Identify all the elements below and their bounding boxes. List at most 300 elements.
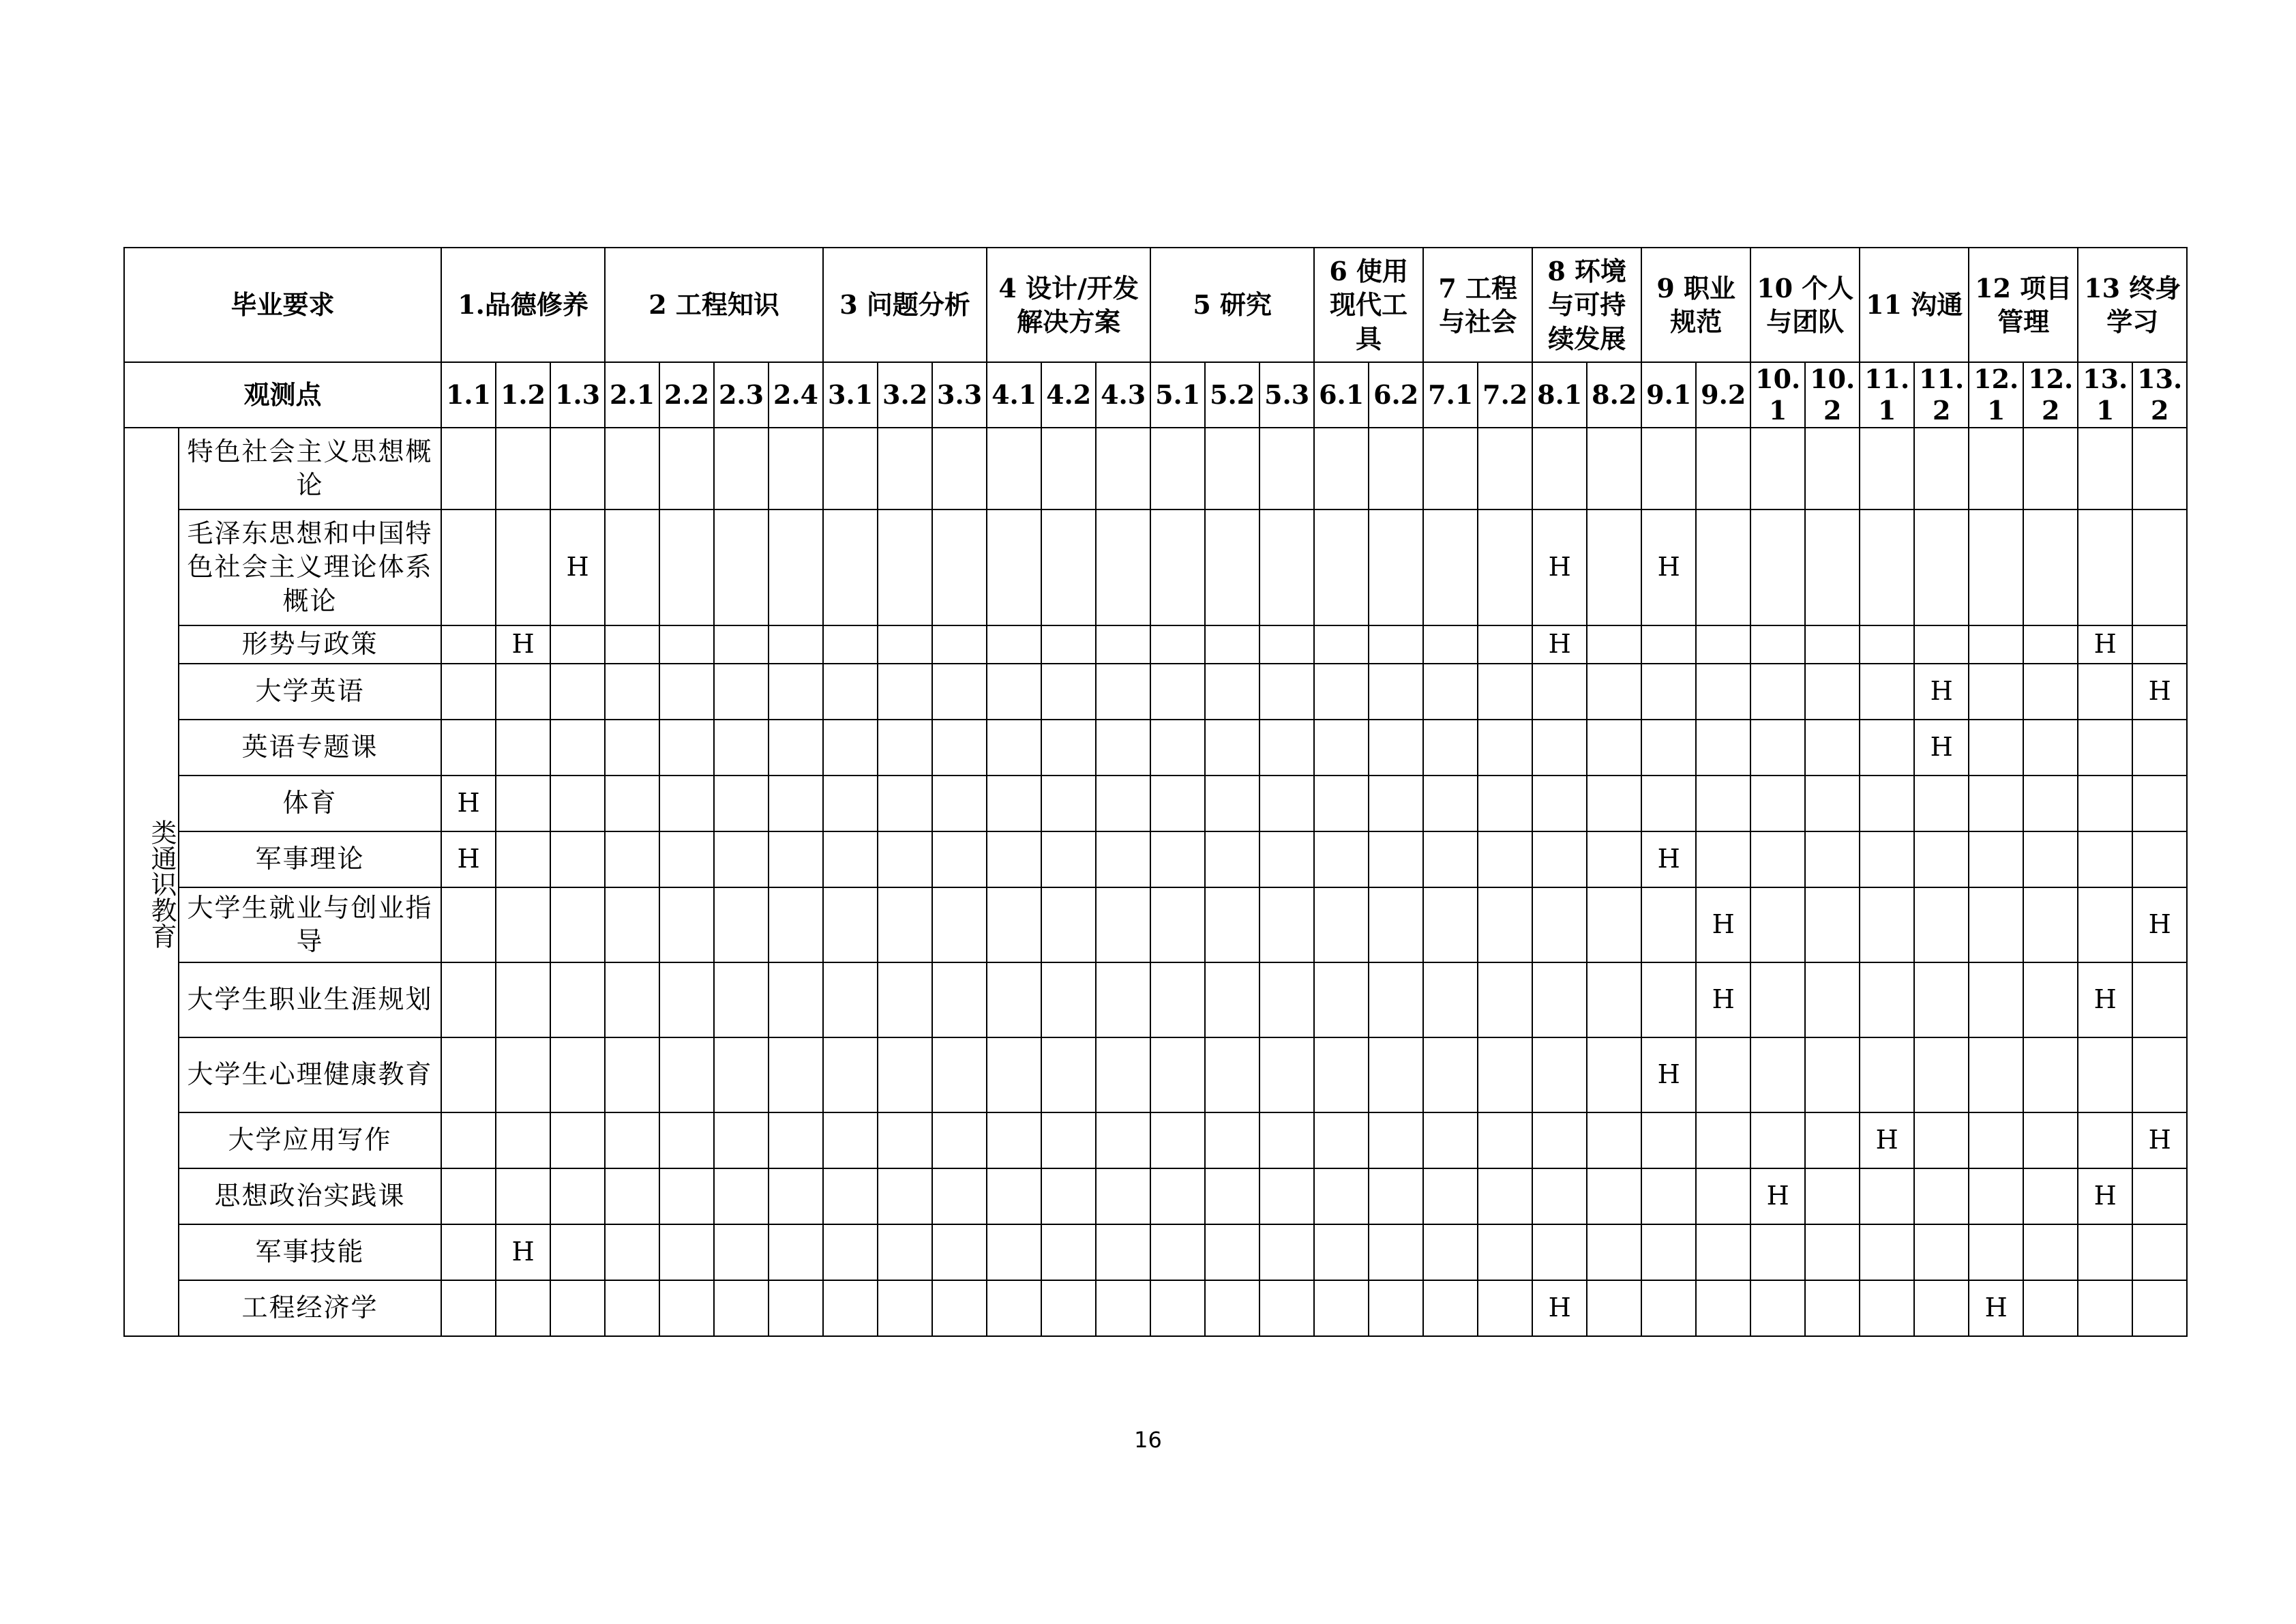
mark-cell: H (441, 776, 496, 831)
empty-cell (1969, 776, 2023, 831)
empty-cell (1096, 510, 1150, 625)
empty-cell (2132, 1037, 2187, 1112)
table-row (124, 1168, 2187, 1224)
empty-cell (1696, 1224, 1750, 1280)
empty-cell (1314, 664, 1369, 720)
table-row (124, 887, 2187, 962)
table-row (124, 1037, 2187, 1112)
requirement-header: 11 沟通 (1860, 248, 1969, 362)
empty-cell (496, 510, 550, 625)
empty-cell (1150, 510, 1205, 625)
observation-point: 10.1 (1750, 362, 1805, 428)
observation-point: 7.2 (1478, 362, 1532, 428)
empty-cell (987, 1037, 1041, 1112)
empty-cell (605, 1168, 659, 1224)
empty-cell (769, 962, 823, 1037)
empty-cell (769, 1168, 823, 1224)
empty-cell (878, 428, 932, 510)
empty-cell (1369, 776, 1423, 831)
empty-cell (932, 1168, 987, 1224)
course-name: 军事技能 (179, 1224, 441, 1280)
empty-cell (1750, 510, 1805, 625)
empty-cell (714, 428, 769, 510)
empty-cell (1478, 720, 1532, 776)
empty-cell (1096, 1224, 1150, 1280)
empty-cell (714, 962, 769, 1037)
empty-cell (1259, 1112, 1314, 1168)
observation-point: 1.3 (550, 362, 605, 428)
empty-cell (878, 962, 932, 1037)
empty-cell (1205, 664, 1259, 720)
empty-cell (1969, 510, 2023, 625)
empty-cell (1914, 776, 1969, 831)
empty-cell (1314, 1280, 1369, 1336)
empty-cell (932, 962, 987, 1037)
graduation-requirements-header: 毕业要求 (124, 248, 441, 362)
empty-cell (1205, 776, 1259, 831)
empty-cell (2023, 428, 2078, 510)
empty-cell (1314, 1224, 1369, 1280)
empty-cell (1750, 1112, 1805, 1168)
empty-cell (1969, 664, 2023, 720)
empty-cell (1532, 776, 1587, 831)
empty-cell (1478, 1224, 1532, 1280)
empty-cell (932, 510, 987, 625)
empty-cell (1096, 1168, 1150, 1224)
empty-cell (1532, 428, 1587, 510)
empty-cell (1696, 776, 1750, 831)
observation-point: 2.3 (714, 362, 769, 428)
empty-cell (441, 625, 496, 664)
empty-cell (659, 1224, 714, 1280)
empty-cell (1423, 510, 1478, 625)
empty-cell (1259, 776, 1314, 831)
empty-cell (1150, 831, 1205, 887)
mark-cell: H (1641, 831, 1696, 887)
empty-cell (1696, 831, 1750, 887)
empty-cell (2023, 664, 2078, 720)
empty-cell (496, 1280, 550, 1336)
mark-cell: H (1914, 720, 1969, 776)
observation-point: 3.1 (823, 362, 878, 428)
empty-cell (823, 625, 878, 664)
empty-cell (987, 1112, 1041, 1168)
empty-cell (1096, 962, 1150, 1037)
empty-cell (605, 1280, 659, 1336)
empty-cell (2132, 428, 2187, 510)
empty-cell (1314, 720, 1369, 776)
empty-cell (769, 1037, 823, 1112)
empty-cell (1860, 510, 1914, 625)
empty-cell (1805, 831, 1860, 887)
empty-cell (1587, 664, 1641, 720)
mark-cell: H (2078, 625, 2132, 664)
empty-cell (1969, 1037, 2023, 1112)
empty-cell (1041, 625, 1096, 664)
empty-cell (1150, 664, 1205, 720)
empty-cell (605, 510, 659, 625)
empty-cell (1587, 1224, 1641, 1280)
empty-cell (932, 625, 987, 664)
empty-cell (1696, 1168, 1750, 1224)
requirements-matrix-table (123, 247, 2188, 1337)
empty-cell (1478, 428, 1532, 510)
mark-cell: H (2132, 1112, 2187, 1168)
empty-cell (1641, 962, 1696, 1037)
empty-cell (1259, 1168, 1314, 1224)
empty-cell (823, 831, 878, 887)
empty-cell (1423, 1224, 1478, 1280)
empty-cell (1860, 1224, 1914, 1280)
empty-cell (1369, 1037, 1423, 1112)
empty-cell (1205, 1168, 1259, 1224)
empty-cell (1205, 1224, 1259, 1280)
observation-point: 4.1 (987, 362, 1041, 428)
empty-cell (659, 428, 714, 510)
course-name: 工程经济学 (179, 1280, 441, 1336)
empty-cell (441, 887, 496, 962)
mark-cell: H (2132, 664, 2187, 720)
empty-cell (1041, 720, 1096, 776)
empty-cell (1805, 1112, 1860, 1168)
course-name: 毛泽东思想和中国特色社会主义理论体系概论 (179, 510, 441, 625)
empty-cell (1478, 887, 1532, 962)
empty-cell (496, 720, 550, 776)
empty-cell (659, 776, 714, 831)
empty-cell (1532, 1112, 1587, 1168)
empty-cell (441, 1168, 496, 1224)
course-name: 思想政治实践课 (179, 1168, 441, 1224)
empty-cell (878, 720, 932, 776)
empty-cell (2132, 1224, 2187, 1280)
empty-cell (1205, 831, 1259, 887)
empty-cell (1314, 1112, 1369, 1168)
empty-cell (1478, 831, 1532, 887)
empty-cell (1314, 1168, 1369, 1224)
empty-cell (1860, 1037, 1914, 1112)
empty-cell (1750, 720, 1805, 776)
empty-cell (878, 1037, 932, 1112)
empty-cell (605, 625, 659, 664)
empty-cell (550, 1037, 605, 1112)
empty-cell (441, 1037, 496, 1112)
empty-cell (714, 776, 769, 831)
empty-cell (932, 887, 987, 962)
empty-cell (769, 1224, 823, 1280)
observation-point: 10.2 (1805, 362, 1860, 428)
empty-cell (1696, 1037, 1750, 1112)
table-row (124, 428, 2187, 510)
empty-cell (1369, 664, 1423, 720)
empty-cell (878, 510, 932, 625)
empty-cell (1750, 776, 1805, 831)
empty-cell (1914, 962, 1969, 1037)
empty-cell (1314, 887, 1369, 962)
empty-cell (1860, 1280, 1914, 1336)
observation-point: 3.2 (878, 362, 932, 428)
empty-cell (878, 776, 932, 831)
empty-cell (2078, 664, 2132, 720)
empty-cell (1587, 1112, 1641, 1168)
table-row (124, 1224, 2187, 1280)
empty-cell (2023, 962, 2078, 1037)
empty-cell (823, 664, 878, 720)
requirement-header: 10 个人与团队 (1750, 248, 1860, 362)
empty-cell (1423, 831, 1478, 887)
empty-cell (1696, 428, 1750, 510)
empty-cell (714, 1168, 769, 1224)
empty-cell (2023, 625, 2078, 664)
observation-point: 11.2 (1914, 362, 1969, 428)
empty-cell (1914, 1224, 1969, 1280)
empty-cell (496, 1168, 550, 1224)
empty-cell (1314, 831, 1369, 887)
empty-cell (1369, 625, 1423, 664)
empty-cell (714, 625, 769, 664)
empty-cell (1750, 887, 1805, 962)
empty-cell (823, 887, 878, 962)
empty-cell (2132, 510, 2187, 625)
requirement-header: 3 问题分析 (823, 248, 987, 362)
empty-cell (1205, 1112, 1259, 1168)
mark-cell: H (1532, 625, 1587, 664)
empty-cell (2023, 510, 2078, 625)
empty-cell (1641, 428, 1696, 510)
empty-cell (2132, 1280, 2187, 1336)
empty-cell (1532, 720, 1587, 776)
empty-cell (1860, 962, 1914, 1037)
empty-cell (1969, 428, 2023, 510)
empty-cell (2132, 1168, 2187, 1224)
empty-cell (605, 887, 659, 962)
empty-cell (987, 831, 1041, 887)
table-row (124, 1112, 2187, 1168)
empty-cell (987, 428, 1041, 510)
empty-cell (1150, 1224, 1205, 1280)
empty-cell (1369, 962, 1423, 1037)
empty-cell (1096, 1112, 1150, 1168)
observation-point: 13.2 (2132, 362, 2187, 428)
empty-cell (1914, 1168, 1969, 1224)
empty-cell (769, 831, 823, 887)
empty-cell (1423, 625, 1478, 664)
empty-cell (1860, 831, 1914, 887)
empty-cell (1860, 664, 1914, 720)
empty-cell (823, 510, 878, 625)
empty-cell (823, 1168, 878, 1224)
requirement-header: 4 设计/开发解决方案 (987, 248, 1150, 362)
observation-point: 4.3 (1096, 362, 1150, 428)
empty-cell (1150, 1280, 1205, 1336)
requirement-header: 7 工程与社会 (1423, 248, 1532, 362)
empty-cell (441, 1112, 496, 1168)
empty-cell (1314, 1037, 1369, 1112)
empty-cell (550, 1168, 605, 1224)
empty-cell (714, 1112, 769, 1168)
observation-point: 12.1 (1969, 362, 2023, 428)
empty-cell (441, 510, 496, 625)
empty-cell (659, 1037, 714, 1112)
empty-cell (1750, 664, 1805, 720)
empty-cell (1096, 720, 1150, 776)
empty-cell (2078, 831, 2132, 887)
empty-cell (605, 776, 659, 831)
empty-cell (1969, 887, 2023, 962)
empty-cell (1369, 831, 1423, 887)
empty-cell (1259, 664, 1314, 720)
empty-cell (1259, 962, 1314, 1037)
observation-point: 2.2 (659, 362, 714, 428)
empty-cell (605, 1224, 659, 1280)
table-row (124, 510, 2187, 625)
table-row (124, 776, 2187, 831)
empty-cell (1696, 1280, 1750, 1336)
empty-cell (2078, 1224, 2132, 1280)
table-row (124, 962, 2187, 1037)
empty-cell (550, 776, 605, 831)
observation-point: 7.1 (1423, 362, 1478, 428)
empty-cell (987, 962, 1041, 1037)
empty-cell (1423, 1280, 1478, 1336)
requirement-header: 1.品德修养 (441, 248, 605, 362)
empty-cell (878, 1168, 932, 1224)
empty-cell (1150, 428, 1205, 510)
empty-cell (1314, 962, 1369, 1037)
mark-cell: H (1641, 1037, 1696, 1112)
empty-cell (441, 428, 496, 510)
empty-cell (2023, 1037, 2078, 1112)
empty-cell (987, 1280, 1041, 1336)
empty-cell (1750, 1037, 1805, 1112)
empty-cell (987, 776, 1041, 831)
empty-cell (1150, 720, 1205, 776)
empty-cell (1641, 1280, 1696, 1336)
mark-cell: H (1641, 510, 1696, 625)
empty-cell (769, 1112, 823, 1168)
empty-cell (2132, 776, 2187, 831)
empty-cell (714, 887, 769, 962)
empty-cell (1805, 776, 1860, 831)
empty-cell (1860, 776, 1914, 831)
course-name: 英语专题课 (179, 720, 441, 776)
empty-cell (1805, 510, 1860, 625)
mark-cell: H (1696, 962, 1750, 1037)
mark-cell: H (496, 1224, 550, 1280)
empty-cell (1805, 664, 1860, 720)
empty-cell (714, 1224, 769, 1280)
empty-cell (1423, 962, 1478, 1037)
empty-cell (2132, 720, 2187, 776)
empty-cell (496, 1112, 550, 1168)
mark-cell: H (1750, 1168, 1805, 1224)
empty-cell (1860, 887, 1914, 962)
empty-cell (2023, 720, 2078, 776)
empty-cell (987, 510, 1041, 625)
empty-cell (1096, 625, 1150, 664)
empty-cell (605, 831, 659, 887)
empty-cell (987, 664, 1041, 720)
empty-cell (1205, 720, 1259, 776)
empty-cell (714, 831, 769, 887)
empty-cell (1369, 510, 1423, 625)
empty-cell (1041, 1224, 1096, 1280)
empty-cell (1041, 1280, 1096, 1336)
empty-cell (769, 428, 823, 510)
empty-cell (823, 1280, 878, 1336)
empty-cell (987, 720, 1041, 776)
empty-cell (1205, 1037, 1259, 1112)
empty-cell (1478, 664, 1532, 720)
empty-cell (1532, 664, 1587, 720)
empty-cell (1478, 510, 1532, 625)
empty-cell (878, 1112, 932, 1168)
observation-point: 2.1 (605, 362, 659, 428)
mark-cell: H (1532, 510, 1587, 625)
empty-cell (1478, 1168, 1532, 1224)
empty-cell (496, 664, 550, 720)
empty-cell (659, 510, 714, 625)
empty-cell (1750, 1224, 1805, 1280)
empty-cell (496, 776, 550, 831)
empty-cell (605, 962, 659, 1037)
empty-cell (1423, 428, 1478, 510)
empty-cell (1423, 776, 1478, 831)
mark-cell: H (1696, 887, 1750, 962)
requirement-header: 5 研究 (1150, 248, 1314, 362)
observation-point: 8.1 (1532, 362, 1587, 428)
observation-point: 6.1 (1314, 362, 1369, 428)
empty-cell (550, 625, 605, 664)
empty-cell (1587, 510, 1641, 625)
empty-cell (769, 1280, 823, 1336)
empty-cell (441, 962, 496, 1037)
empty-cell (550, 887, 605, 962)
course-name: 大学生心理健康教育 (179, 1037, 441, 1112)
empty-cell (1423, 1112, 1478, 1168)
empty-cell (1205, 887, 1259, 962)
empty-cell (659, 625, 714, 664)
empty-cell (659, 1168, 714, 1224)
empty-cell (1369, 1224, 1423, 1280)
table-row (124, 664, 2187, 720)
empty-cell (2023, 831, 2078, 887)
empty-cell (1478, 776, 1532, 831)
empty-cell (1041, 1168, 1096, 1224)
empty-cell (1259, 625, 1314, 664)
empty-cell (1532, 962, 1587, 1037)
empty-cell (605, 1112, 659, 1168)
empty-cell (2078, 1280, 2132, 1336)
observation-point: 5.3 (1259, 362, 1314, 428)
empty-cell (605, 720, 659, 776)
empty-cell (659, 720, 714, 776)
empty-cell (1914, 1112, 1969, 1168)
empty-cell (2023, 1280, 2078, 1336)
empty-cell (1150, 1112, 1205, 1168)
empty-cell (1041, 1112, 1096, 1168)
empty-cell (932, 1037, 987, 1112)
empty-cell (769, 887, 823, 962)
empty-cell (1860, 1168, 1914, 1224)
empty-cell (823, 1112, 878, 1168)
empty-cell (1750, 962, 1805, 1037)
empty-cell (1150, 962, 1205, 1037)
course-name: 形势与政策 (179, 625, 441, 664)
empty-cell (2132, 625, 2187, 664)
requirement-header: 2 工程知识 (605, 248, 823, 362)
empty-cell (1587, 831, 1641, 887)
empty-cell (659, 1112, 714, 1168)
